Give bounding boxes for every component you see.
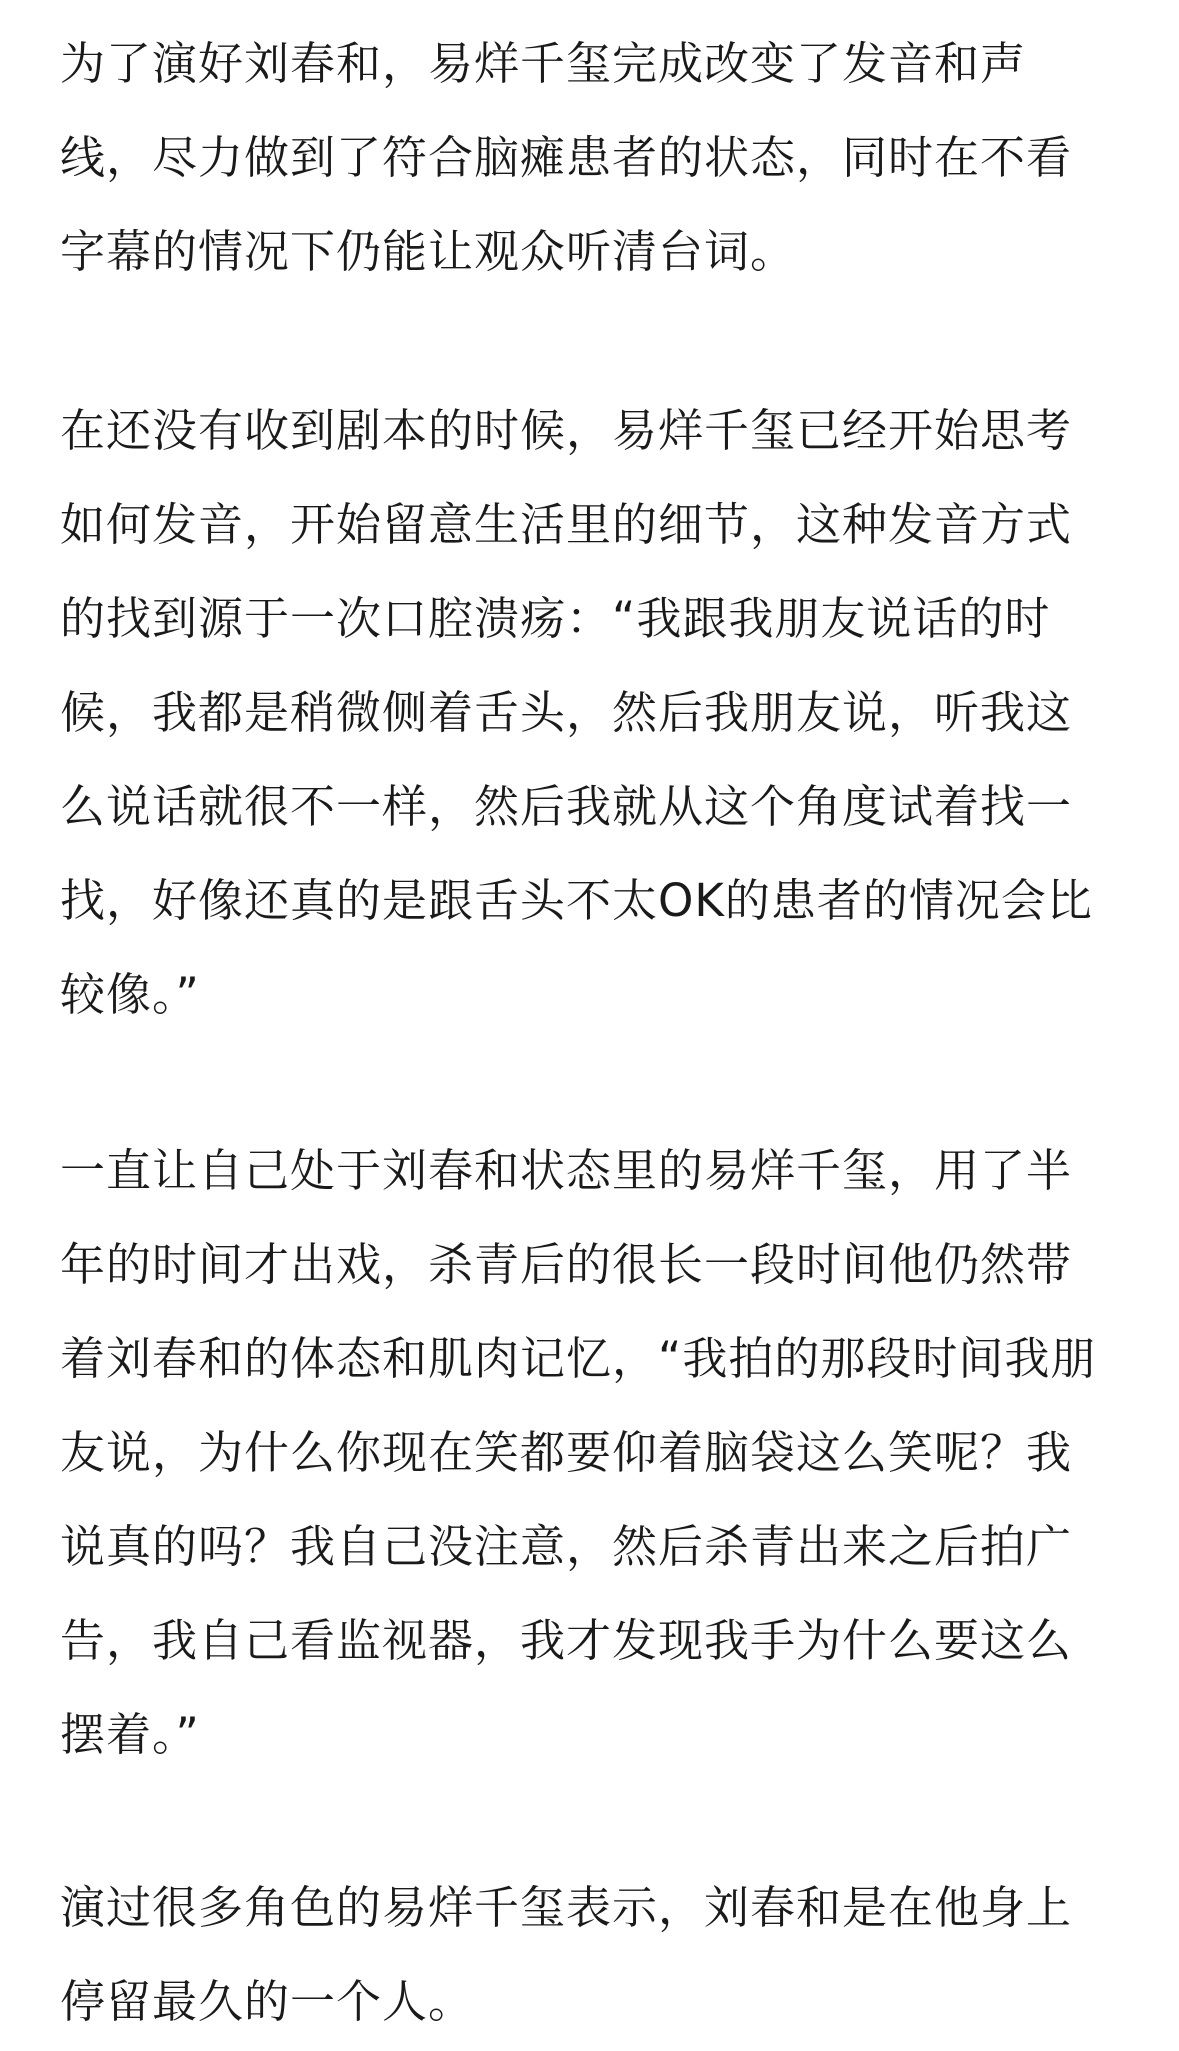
text-line: 演过很多角色的易烊千玺表示，刘春和是在他身上 [60, 1881, 1073, 1934]
text-line: 找，好像还真的是跟舌头不太OK的患者的情况会比 [60, 874, 1093, 927]
paragraph-1 [60, 17, 1072, 299]
text-line: 停留最久的一个人。 [60, 1975, 475, 2028]
paragraph-4 [60, 1861, 1072, 2049]
text-line: 候，我都是稍微侧着舌头，然后我朋友说，听我这 [60, 686, 1073, 739]
text-line: 较像。” [60, 968, 200, 1021]
text-line: 一直让自己处于刘春和状态里的易烊千玺，用了半 [60, 1144, 1073, 1197]
text-line: 摆着。” [60, 1708, 200, 1761]
text-line: 着刘春和的体态和肌肉记忆，“我拍的那段时间我朋 [60, 1332, 1097, 1385]
text-line: 线，尽力做到了符合脑瘫患者的状态，同时在不看 [60, 131, 1073, 184]
text-line: 么说话就很不一样，然后我就从这个角度试着找一 [60, 780, 1073, 833]
text-line: 友说，为什么你现在笑都要仰着脑袋这么笑呢？我 [60, 1426, 1073, 1479]
paragraph-3 [60, 1124, 1096, 1782]
text-line: 告，我自己看监视器，我才发现我手为什么要这么 [60, 1614, 1073, 1667]
text-line: 的找到源于一次口腔溃疡：“我跟我朋友说话的时 [60, 592, 1051, 645]
text-line: 说真的吗？我自己没注意，然后杀青出来之后拍广 [60, 1520, 1073, 1573]
text-line: 年的时间才出戏，杀青后的很长一段时间他仍然带 [60, 1238, 1073, 1291]
paragraph-2 [60, 384, 1093, 1042]
text-line: 如何发音，开始留意生活里的细节，这种发音方式 [60, 498, 1073, 551]
text-line: 在还没有收到剧本的时候，易烊千玺已经开始思考 [60, 404, 1073, 457]
text-line: 字幕的情况下仍能让观众听清台词。 [60, 225, 797, 278]
text-line: 为了演好刘春和，易烊千玺完成改变了发音和声 [60, 37, 1027, 90]
